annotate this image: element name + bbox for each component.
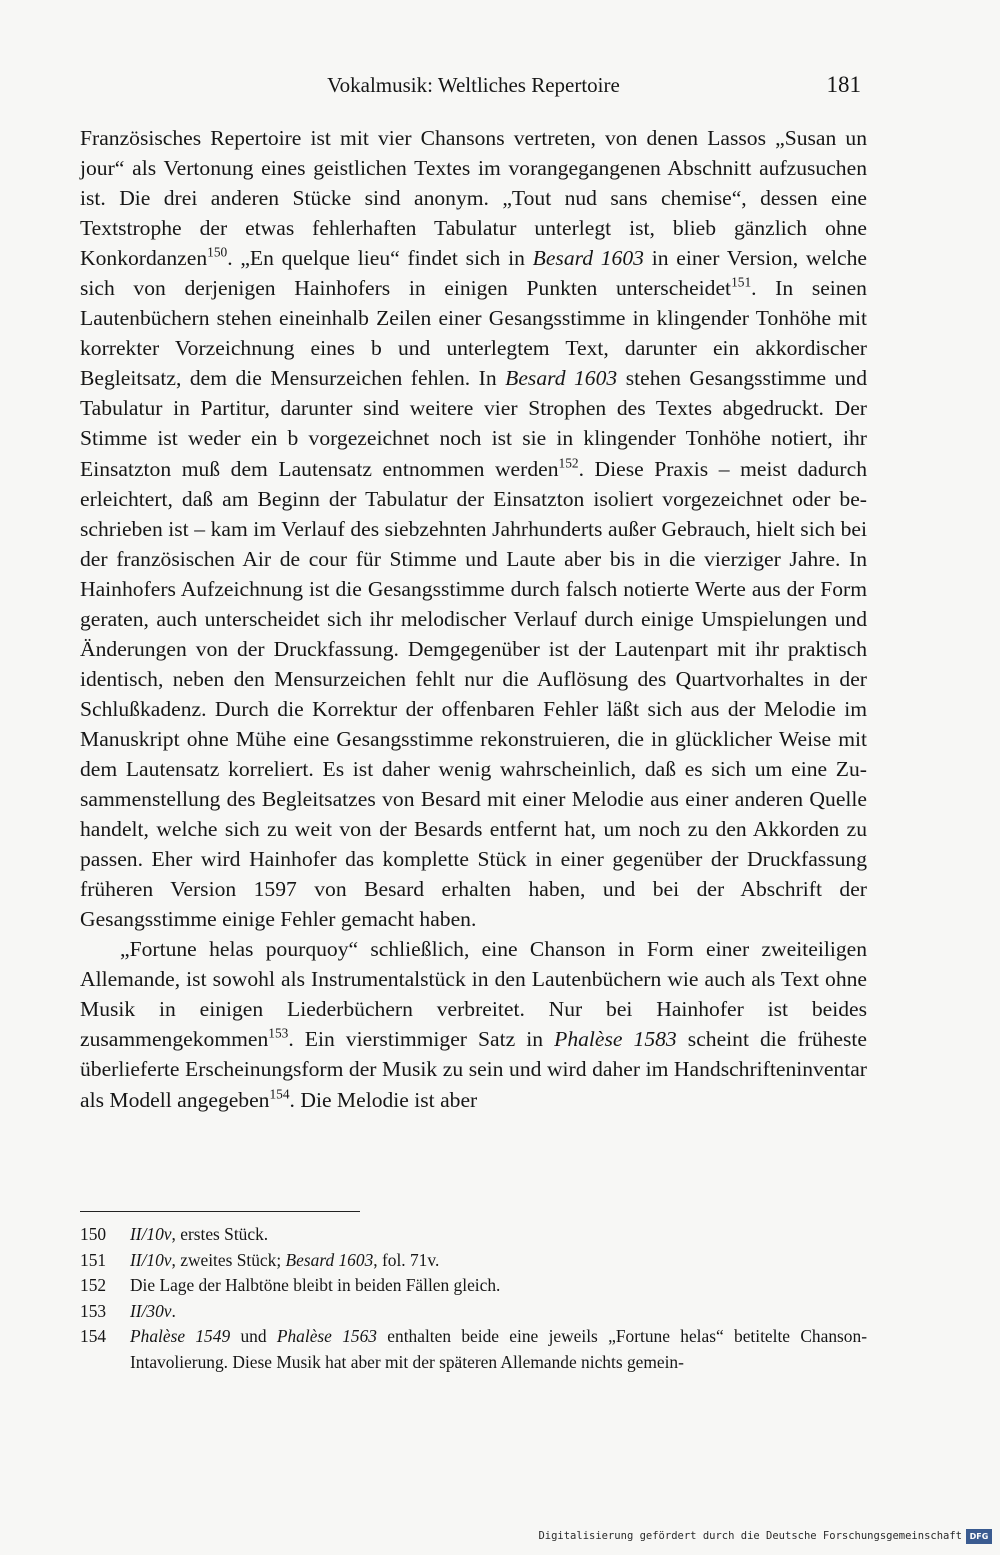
source-siglum: Besard 1603 xyxy=(285,1249,374,1270)
footnote-number: 150 xyxy=(80,1224,107,1244)
footnote-text xyxy=(130,1299,867,1325)
footnote-151 xyxy=(80,1248,867,1274)
text-run: , zweites Stück; xyxy=(171,1249,286,1270)
text-run: enthalten beide eine jeweils „Fortune helas“ betitelte Chanson-Intavolierung. Diese Musik hat aber mit der späteren Allemande nichts gemein- xyxy=(130,1326,867,1372)
source-siglum: Phalèse 1583 xyxy=(554,1027,677,1052)
footnote-number: 153 xyxy=(80,1300,107,1321)
footnote-number: 151 xyxy=(80,1249,107,1270)
source-siglum: Besard 1603 xyxy=(532,246,644,271)
text-run: . Diese Praxis – meist dadurch erleichtert, daß am Beginn der Tabulatur der Einsatzton isoliert vorgezeichnet oder beschrieben ist – kam im Verlauf des siebzehnten Jahrhunderts außer Gebrauch, hielt sich bei der französischen Air de cour für Stimme und Laute aber bis in die vierziger Jahre. In Hainhofers Aufzeichnung ist die Gesangsstimme durch falsch notierte Werte aus der Form geraten, auch unterscheidet sich ihr melodischer Verlauf durch einige Umspielungen und Änderungen von der Druckfassung. Demgegenüber ist der Lautenpart mit ihr praktisch identisch, neben den Mensurzeichen fehlt nur die Auflösung des Quartvorhaltes in der Schlußkadenz. Durch die Korrektur der offenbaren Fehler läßt sich aus der Melodie im Manuskript ohne Mühe eine Gesangsstimme rekonstruieren, die in glücklicher Weise mit dem Lautensatz korreliert. Es ist daher wenig wahrscheinlich, daß es sich um eine Zusammenstellung des Begleitsatzes von Besard mit einer Melodie aus einer anderen Quelle handelt, welche sich zu weit von der Besards entfernt hat, um noch zu den Akkorden zu passen. Eher wird Hainhofer das komplette Stück in einer gegenüber der Druckfassung früheren Version 1597 von Besard erhalten haben, und bei der Abschrift der Gesangsstimme einige Fehler gemacht haben. xyxy=(80,456,867,932)
text-run: . In seinen Lautenbüchern stehen eineinhalb Zeilen einer Gesangsstimme in klingender Tonhöhe mit korrekter Vorzeichnung eines b und unterlegtem Text, darunter ein akkordischer Begleitsatz, dem die Mensurzeichen fehlen. In xyxy=(80,276,867,391)
footnote-ref-152[interactable]: 152 xyxy=(558,454,579,470)
text-run: „Fortune helas pourquoy“ schließlich, eine Chanson in Form einer zweiteiligen Allemande, ist sowohl als Instrumentalstück in den Lautenbüchern wie auch als Text ohne Musik in einigen Liederbüchern verbreitet. Nur bei Hainhofer ist beides zusammengekommen xyxy=(80,937,867,1052)
text-run: . xyxy=(171,1300,176,1321)
page-number: 181 xyxy=(826,72,861,97)
footnote-153 xyxy=(80,1299,867,1325)
text-run: und xyxy=(230,1326,277,1346)
footnote-150 xyxy=(80,1222,867,1248)
footnote-separator xyxy=(80,1211,360,1212)
banner-text: Digitalisierung gefördert durch die Deutsche Forschungsgemeinschaft xyxy=(538,1530,962,1542)
source-siglum: II/10v xyxy=(130,1224,172,1244)
dfg-logo-icon: DFG xyxy=(966,1529,992,1544)
page-header xyxy=(80,68,867,102)
text-run: scheint die früheste überlieferte Erscheinungsform der Musik zu sein und wird daher im Handschrifteninventar als Modell angegeben xyxy=(80,1027,867,1112)
footnote-154 xyxy=(80,1324,867,1375)
running-head: Vokalmusik: Weltliches Repertoire xyxy=(327,73,620,97)
footnote-ref-150[interactable]: 150 xyxy=(207,244,228,260)
footnote-number: 152 xyxy=(80,1275,107,1295)
text-run: . Die Melodie ist aber xyxy=(289,1087,478,1112)
text-run: . Ein vierstimmiger Satz in xyxy=(288,1027,555,1052)
source-siglum: Besard 1603 xyxy=(505,366,618,391)
paragraph-2 xyxy=(80,934,867,1114)
footnote-text: Die Lage der Halbtöne bleibt in beiden Fällen gleich. xyxy=(130,1275,501,1295)
source-siglum: Phalèse 1563 xyxy=(276,1326,377,1346)
paragraph-1 xyxy=(80,123,867,934)
footnote-ref-154[interactable]: 154 xyxy=(269,1085,290,1101)
footnote-152 xyxy=(80,1273,867,1299)
text-run: . „En quelque lieu“ findet sich in xyxy=(227,246,533,271)
body-text xyxy=(80,123,867,1115)
footnote-text xyxy=(130,1324,867,1375)
digitization-banner xyxy=(538,1525,992,1547)
footnotes xyxy=(80,1222,867,1375)
footnote-number: 154 xyxy=(80,1326,107,1346)
footnote-text xyxy=(130,1222,867,1248)
source-siglum: II/30v xyxy=(130,1300,172,1321)
text-run: Französisches Repertoire ist mit vier Chansons vertreten, von denen Lassos „Susan un jour“ als Vertonung eines geistlichen Textes im vorangegangenen Abschnitt aufzusuchen ist. Die drei anderen Stücke sind anonym. „Tout nud sans chemise“, dessen eine Textstrophe der etwas fehlerhaften Tabulatur unterlegt ist, blieb gänzlich ohne Konkordanzen xyxy=(80,126,867,271)
footnote-text xyxy=(130,1248,867,1274)
text-run: , erstes Stück. xyxy=(171,1224,269,1244)
footnote-ref-151[interactable]: 151 xyxy=(731,274,752,290)
text-run: stehen Gesangsstimme und Tabulatur in Partitur, darunter sind weitere vier Strophen des Textes abgedruckt. Der Stimme ist weder ein b vorgezeichnet noch ist sie in klingender Tonhöhe notiert, ihr Einsatzton muß dem Lautensatz entnommen werden xyxy=(80,366,867,481)
source-siglum: II/10v xyxy=(130,1249,172,1270)
text-run: in einer Version, welche sich von derjenigen Hainhofers in einigen Punkten unterscheidet xyxy=(80,246,868,301)
footnote-ref-153[interactable]: 153 xyxy=(268,1025,289,1041)
text-run: , fol. 71v. xyxy=(373,1249,440,1270)
source-siglum: Phalèse 1549 xyxy=(130,1326,231,1346)
